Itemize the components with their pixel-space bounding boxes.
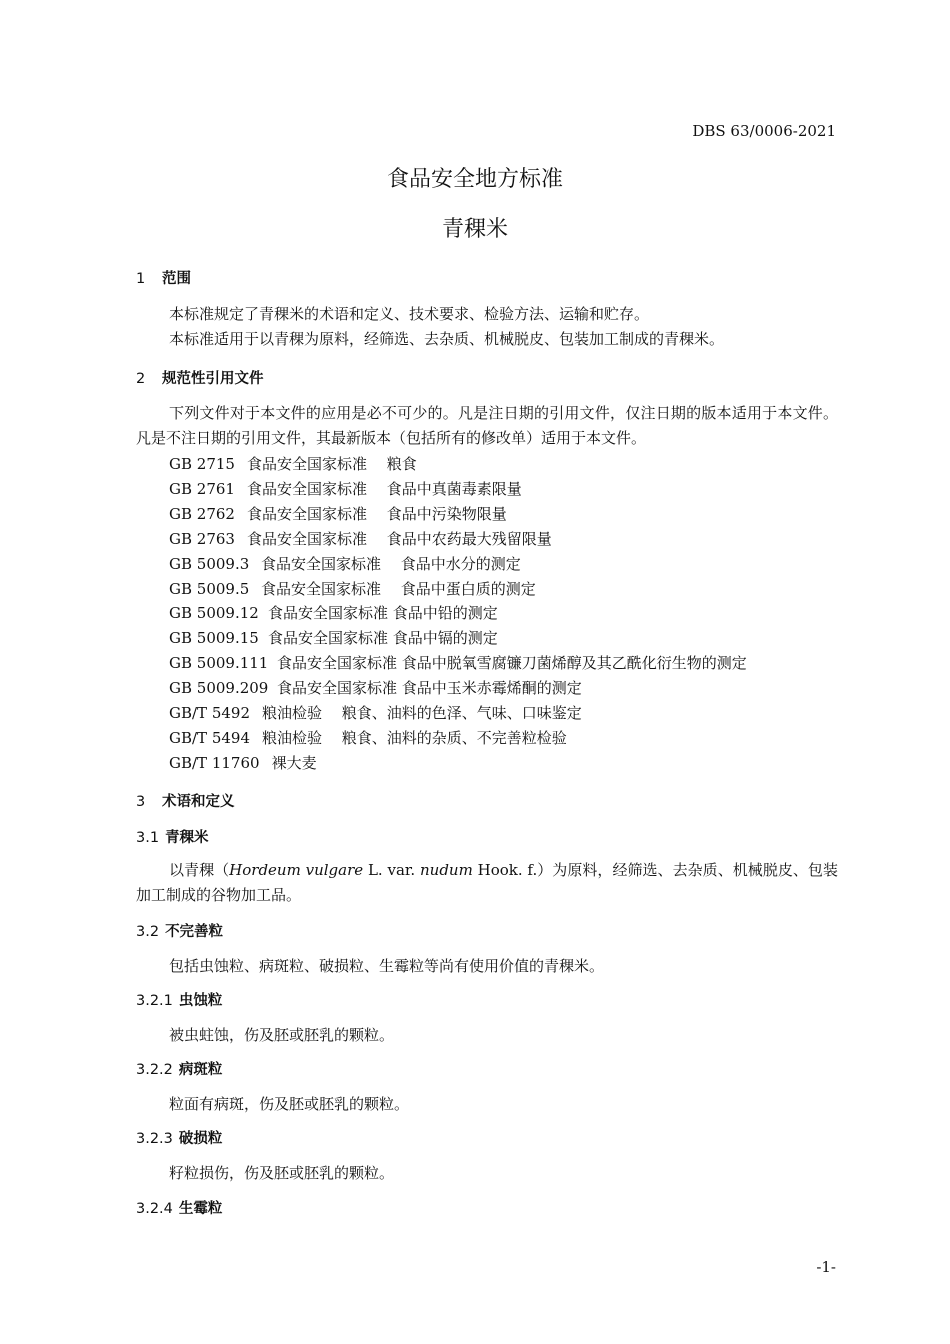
- subsection-3-2-2-definition: 粒面有病斑，伤及胚或胚乳的颗粒。: [169, 1095, 410, 1113]
- reference-item: [169, 627, 498, 648]
- reference-title: 食品安全国家标准 食品中农药最大残留限量: [247, 529, 552, 548]
- reference-title: 食品安全国家标准 食品中铅的测定: [268, 604, 498, 623]
- subsection-3-2-3-heading: [136, 1127, 222, 1148]
- reference-code: GB 2761: [169, 479, 235, 498]
- reference-title: 粮油检验 粮食、油料的色泽、气味、口味鉴定: [262, 704, 582, 722]
- page-number: -1-: [816, 1258, 836, 1276]
- section-number: 3: [136, 794, 146, 810]
- subsection-title: 青稞米: [165, 830, 209, 846]
- reference-code: GB/T 11760: [169, 753, 260, 772]
- reference-code: GB 2715: [169, 455, 235, 473]
- reference-item: [169, 453, 417, 474]
- subsection-title: 病斑粒: [178, 1062, 223, 1078]
- reference-code: GB 5009.111: [169, 654, 269, 673]
- subsection-number: 3.2.4: [136, 1201, 173, 1217]
- subsection-3-1-heading: [136, 826, 209, 847]
- section-1-heading: [136, 267, 191, 288]
- page-subtitle: 青稞米: [441, 217, 508, 242]
- latin-species-name: Hordeum vulgare: [229, 861, 364, 879]
- reference-item: [169, 578, 536, 599]
- reference-code: GB 2763: [169, 529, 235, 548]
- section-3-heading: [136, 790, 235, 811]
- reference-code: GB/T 5492: [169, 704, 251, 722]
- subsection-3-2-1-definition: 被虫蛀蚀，伤及胚或胚乳的颗粒。: [169, 1026, 395, 1044]
- reference-code: GB 5009.209: [169, 679, 269, 698]
- subsection-3-2-definition: 包括虫蚀粒、病斑粒、破损粒、生霉粒等尚有使用价值的青稞米。: [169, 957, 605, 975]
- reference-title: 食品安全国家标准 食品中玉米赤霉烯酮的测定: [277, 679, 582, 698]
- reference-item: [169, 478, 522, 499]
- reference-code: GB 5009.15: [169, 629, 259, 648]
- section-number: 2: [136, 371, 146, 387]
- reference-item: [169, 677, 582, 698]
- reference-title: 食品安全国家标准 食品中镉的测定: [268, 629, 498, 648]
- subsection-number: 3.1: [136, 830, 160, 846]
- section-2-heading: [136, 367, 264, 388]
- section-1-paragraph-2: 本标准适用于以青稞为原料，经筛选、去杂质、机械脱皮、包装加工制成的青稞米。: [169, 330, 725, 348]
- reference-code: GB 5009.5: [169, 579, 250, 598]
- reference-item: [169, 752, 317, 773]
- reference-title: 食品安全国家标准 食品中水分的测定: [261, 554, 521, 573]
- reference-item: [169, 602, 498, 623]
- document-code: DBS 63/0006-2021: [692, 122, 836, 140]
- subsection-3-2-3-definition: 籽粒损伤，伤及胚或胚乳的颗粒。: [169, 1164, 395, 1182]
- section-number: 1: [136, 271, 146, 287]
- reference-title: 食品安全国家标准 食品中真菌毒素限量: [247, 479, 522, 498]
- subsection-3-2-heading: [136, 920, 223, 941]
- section-title: 规范性引用文件: [162, 371, 264, 387]
- subsection-number: 3.2.3: [136, 1131, 173, 1147]
- reference-item: [169, 652, 747, 673]
- latin-variety-name: nudum: [420, 861, 473, 879]
- reference-title: 食品安全国家标准 食品中污染物限量: [247, 504, 507, 523]
- subsection-3-1-definition: 以青稞（Hordeum vulgare L. var. nudum Hook. f.）为原料，经筛选、去杂质、机械脱皮、包装加工制成的谷物加工品。: [136, 861, 838, 904]
- section-title: 术语和定义: [162, 794, 235, 810]
- subsection-number: 3.2.1: [136, 993, 173, 1009]
- subsection-number: 3.2: [136, 924, 160, 940]
- reference-title: 食品安全国家标准 粮食: [247, 455, 417, 473]
- subsection-title: 虫蚀粒: [178, 993, 223, 1009]
- reference-code: GB 5009.12: [169, 604, 259, 623]
- reference-title: 食品安全国家标准 食品中蛋白质的测定: [261, 579, 536, 598]
- page-title: 食品安全地方标准: [386, 167, 563, 192]
- reference-item: [169, 727, 567, 748]
- subsection-title: 生霉粒: [178, 1201, 223, 1217]
- subsection-3-2-1-heading: [136, 989, 222, 1010]
- reference-item: [169, 528, 552, 549]
- reference-title: 食品安全国家标准 食品中脱氧雪腐镰刀菌烯醇及其乙酰化衍生物的测定: [277, 654, 747, 673]
- subsection-title: 不完善粒: [165, 924, 224, 940]
- reference-title: 裸大麦: [271, 753, 317, 772]
- reference-code: GB/T 5494: [169, 728, 251, 747]
- reference-code: GB 2762: [169, 504, 235, 523]
- section-2-intro: 下列文件对于本文件的应用是必不可少的。凡是注日期的引用文件，仅注日期的版本适用于本文件。凡是不注日期的引用文件，其最新版本（包括所有的修改单）适用于本文件。: [136, 404, 838, 447]
- section-title: 范围: [162, 271, 191, 287]
- subsection-title: 破损粒: [178, 1131, 223, 1147]
- reference-item: [169, 503, 507, 524]
- reference-item: [169, 702, 582, 723]
- subsection-3-2-2-heading: [136, 1058, 222, 1079]
- section-1-paragraph-1: 本标准规定了青稞米的术语和定义、技术要求、检验方法、运输和贮存。: [169, 305, 650, 323]
- subsection-number: 3.2.2: [136, 1062, 173, 1078]
- reference-code: GB 5009.3: [169, 554, 250, 573]
- subsection-3-2-4-heading: [136, 1197, 222, 1218]
- reference-item: [169, 553, 521, 574]
- reference-title: 粮油检验 粮食、油料的杂质、不完善粒检验: [262, 728, 567, 747]
